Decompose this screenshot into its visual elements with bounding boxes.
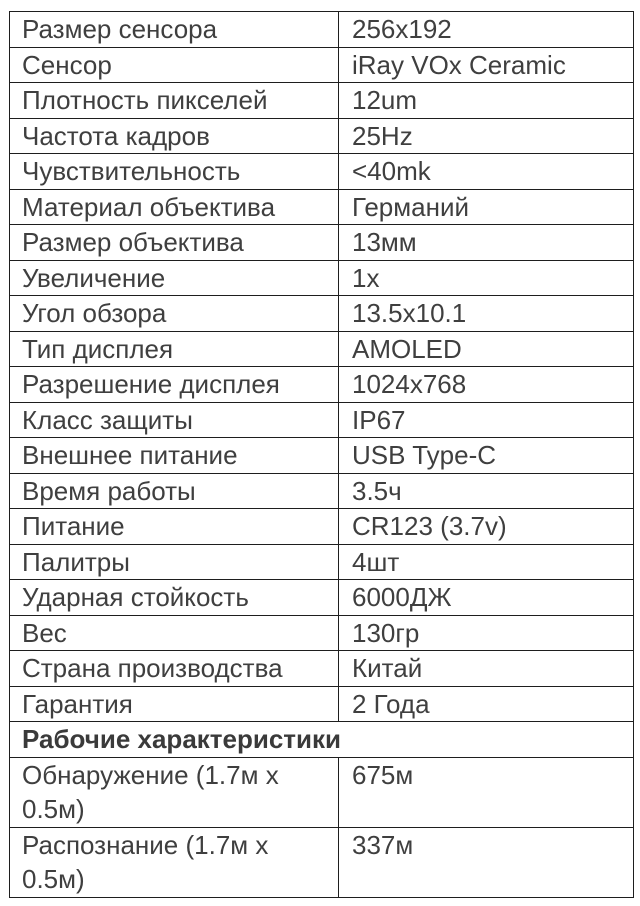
spec-label: Размер объектива [10,225,339,261]
spec-value: 1024x768 [339,367,634,403]
spec-value: 130гр [339,615,634,651]
performance-value: 337м [339,827,634,897]
spec-label: Чувствительность [10,154,339,190]
spec-value: 256x192 [339,12,634,48]
spec-label: Увеличение [10,260,339,296]
spec-row-external-power [10,438,634,474]
spec-value: Германий [339,189,634,225]
spec-value: 25Hz [339,118,634,154]
spec-label: Угол обзора [10,296,339,332]
spec-label: Материал объектива [10,189,339,225]
spec-row-display-resolution [10,367,634,403]
spec-row-display-type [10,331,634,367]
spec-value: iRay VOx Ceramic [339,47,634,83]
spec-value: AMOLED [339,331,634,367]
spec-value: Китай [339,651,634,687]
spec-label: Сенсор [10,47,339,83]
spec-label: Размер сенсора [10,12,339,48]
spec-label: Страна производства [10,651,339,687]
performance-row-detection [10,757,634,827]
spec-row-sensor-size [10,12,634,48]
spec-row-frame-rate [10,118,634,154]
spec-label: Разрешение дисплея [10,367,339,403]
spec-value: 12um [339,83,634,119]
spec-row-sensor [10,47,634,83]
spec-value: <40mk [339,154,634,190]
spec-label: Класс защиты [10,402,339,438]
spec-label: Тип дисплея [10,331,339,367]
spec-row-magnification [10,260,634,296]
spec-label: Внешнее питание [10,438,339,474]
spec-row-palettes [10,544,634,580]
spec-value: 3.5ч [339,473,634,509]
section-header-row [10,722,634,758]
spec-value: IP67 [339,402,634,438]
spec-row-shock-resistance [10,580,634,616]
spec-label: Плотность пикселей [10,83,339,119]
spec-value: CR123 (3.7v) [339,509,634,545]
spec-row-lens-material [10,189,634,225]
spec-value: 6000ДЖ [339,580,634,616]
spec-row-lens-size [10,225,634,261]
section-title: Рабочие характеристики [10,722,634,758]
spec-label: Время работы [10,473,339,509]
spec-value: 13мм [339,225,634,261]
spec-label: Ударная стойкость [10,580,339,616]
spec-value: 1x [339,260,634,296]
spec-row-weight [10,615,634,651]
spec-row-pixel-pitch [10,83,634,119]
performance-row-recognition [10,827,634,897]
spec-label: Вес [10,615,339,651]
spec-value: 2 Года [339,686,634,722]
performance-label: Распознание (1.7м x 0.5м) [10,827,339,897]
spec-row-warranty [10,686,634,722]
spec-row-sensitivity [10,154,634,190]
spec-label: Гарантия [10,686,339,722]
spec-row-field-of-view [10,296,634,332]
spec-value: 4шт [339,544,634,580]
spec-row-country [10,651,634,687]
spec-value: USB Type-C [339,438,634,474]
performance-value: 675м [339,757,634,827]
spec-row-power [10,509,634,545]
spec-table [9,11,634,898]
spec-value: 13.5x10.1 [339,296,634,332]
spec-label: Палитры [10,544,339,580]
spec-row-protection-class [10,402,634,438]
spec-label: Питание [10,509,339,545]
spec-label: Частота кадров [10,118,339,154]
performance-label: Обнаружение (1.7м x 0.5м) [10,757,339,827]
spec-row-runtime [10,473,634,509]
